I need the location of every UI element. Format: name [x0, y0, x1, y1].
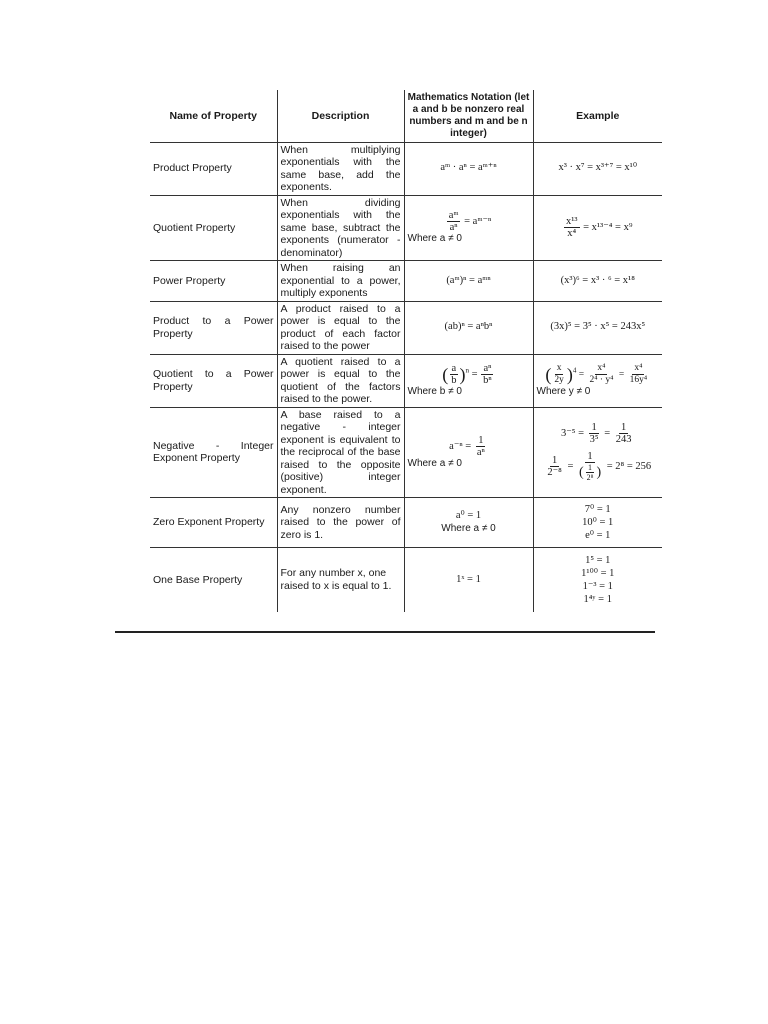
- example-line: 3⁻⁵ = $\frac{1}{\text{3⁵}}$ = $\frac{1}{243}$: [561, 422, 632, 446]
- property-notation: [404, 498, 533, 548]
- denominator: 16y⁴: [629, 374, 648, 385]
- numerator: x⁴: [597, 362, 606, 373]
- property-example: [533, 407, 662, 498]
- paren-open: (: [578, 465, 584, 481]
- denominator: 243: [615, 434, 632, 446]
- denominator: 2⁸: [586, 473, 594, 483]
- notation-condition: Where a ≠ 0: [407, 457, 462, 469]
- table-row: [150, 498, 662, 548]
- table-row: [150, 261, 662, 302]
- property-example: x³ · x⁷ = x³⁺⁷ = x¹⁰: [533, 142, 662, 195]
- exponent-properties-table-container: [150, 90, 662, 605]
- horizontal-divider: [115, 631, 655, 633]
- notation-condition: Where b ≠ 0: [407, 385, 462, 397]
- numerator: x⁴: [634, 362, 643, 373]
- example-line: 1⁻³ = 1: [582, 580, 613, 592]
- table-row: [150, 142, 662, 195]
- example-line: 7⁰ = 1: [584, 504, 611, 515]
- notation-condition: Where a ≠ 0: [407, 233, 462, 244]
- table-row: [150, 548, 662, 612]
- property-name: Negative - Integer Exponent Property: [150, 407, 277, 498]
- notation-condition: Where a ≠ 0: [441, 522, 496, 534]
- denominator: 2y: [554, 374, 564, 385]
- notation-formula: a⁰ = 1: [455, 510, 482, 521]
- numerator: 1: [551, 455, 558, 467]
- inner-fraction: [585, 463, 596, 482]
- fraction: [588, 422, 601, 445]
- fraction: [628, 363, 650, 386]
- property-example: [533, 498, 662, 548]
- denominator: 3⁵: [589, 434, 599, 446]
- example-line: 10⁰ = 1: [582, 517, 614, 528]
- denominator: b: [451, 374, 457, 386]
- paren-close: ): [566, 364, 573, 384]
- fraction: [481, 363, 494, 386]
- property-notation: aᵐ · aⁿ = aᵐ⁺ⁿ: [404, 142, 533, 195]
- property-notation: 1ˣ = 1: [404, 548, 533, 612]
- example-line: e⁰ = 1: [585, 530, 611, 541]
- property-name: Quotient to a Power Property: [150, 354, 277, 407]
- denominator: 2⁻⁸: [547, 467, 562, 479]
- property-description: When multiplying exponentials with the same base, add the exponents.: [277, 142, 404, 195]
- fraction: [447, 210, 461, 233]
- notation-lhs: a⁻ⁿ =: [449, 440, 472, 452]
- property-notation: (ab)ⁿ = aⁿbⁿ: [404, 301, 533, 354]
- property-notation: [404, 195, 533, 261]
- property-description: For any number x, one raised to x is equal to 1.: [277, 548, 404, 612]
- header-example: Example: [533, 90, 662, 142]
- property-example: [533, 548, 662, 612]
- property-name: Product Property: [150, 142, 277, 195]
- denominator: bⁿ: [483, 374, 492, 386]
- denominator: 2⁴ · y⁴: [589, 374, 614, 385]
- property-example: (x³)⁶ = x³ · ⁶ = x¹⁸: [533, 261, 662, 302]
- property-name: Power Property: [150, 261, 277, 302]
- exponent-properties-table: [150, 90, 662, 612]
- example-line: $\frac{1}{\text{2⁻⁸}}$ = 1 ( $\frac{1}{\text{2⁸}}$ ) = 2⁸ = 256: [547, 451, 652, 483]
- example-lhs: 3⁻⁵ =: [561, 428, 585, 440]
- exponent: n: [465, 366, 469, 375]
- header-notation: Mathematics Notation (let a and b be nonzero real numbers and m and be n integer): [404, 90, 533, 142]
- property-description: A base raised to a negative - integer exponent is equivalent to the reciprocal of the base raised to the opposite (positive) integer exponent.: [277, 407, 404, 498]
- paren-open: (: [545, 364, 552, 384]
- property-name: One Base Property: [150, 548, 277, 612]
- property-name: Quotient Property: [150, 195, 277, 261]
- property-notation: ( $\frac{a}{b}$ )$^n$ = $\frac{\text{aⁿ}}{\text{bⁿ}}$ Where b ≠ 0: [404, 354, 533, 407]
- property-example: (3x)⁵ = 3⁵ · x⁵ = 243x⁵: [533, 301, 662, 354]
- example-line: 1⁵ = 1: [585, 554, 611, 566]
- example-line: 1⁴ʸ = 1: [583, 593, 612, 605]
- numerator: 1: [478, 434, 484, 446]
- example-condition: Where y ≠ 0: [536, 385, 591, 397]
- numerator: a: [451, 362, 457, 374]
- table-row: [150, 301, 662, 354]
- header-row: [150, 90, 662, 142]
- numerator: aᵐ: [448, 210, 459, 221]
- notation-rhs: = aᵐ⁻ⁿ: [464, 215, 492, 227]
- property-name: Zero Exponent Property: [150, 498, 277, 548]
- example-line: 1¹⁰⁰ = 1: [581, 567, 615, 579]
- numerator: 1: [620, 422, 627, 434]
- denominator: aⁿ: [449, 222, 458, 233]
- example-rhs: = 2⁸ = 256: [606, 461, 652, 473]
- fraction: [552, 363, 566, 386]
- property-description: A product raised to a power is equal to the product of each factor raised to the power: [277, 301, 404, 354]
- property-example: [533, 195, 662, 261]
- property-description: When raising an exponential to a power, multiply exponents: [277, 261, 404, 302]
- paren-close: ): [459, 364, 466, 384]
- fraction: [587, 363, 615, 386]
- paren-open: (: [442, 364, 449, 384]
- table-row: [150, 195, 662, 261]
- fraction: [564, 216, 580, 239]
- fraction: [545, 455, 563, 478]
- example-rhs: = x¹³⁻⁴ = x⁹: [583, 222, 633, 234]
- exponent: 4: [572, 366, 577, 375]
- property-notation: (aᵐ)ⁿ = aᵐⁿ: [404, 261, 533, 302]
- numerator: 1: [588, 463, 593, 473]
- numerator: 1: [587, 451, 593, 463]
- numerator: x: [556, 362, 562, 373]
- numerator: 1: [591, 422, 597, 434]
- numerator: x¹³: [565, 216, 578, 228]
- property-name: Product to a Power Property: [150, 301, 277, 354]
- denominator: aⁿ: [476, 446, 485, 458]
- header-name: Name of Property: [150, 90, 277, 142]
- denominator: [577, 463, 603, 482]
- table-row: [150, 354, 662, 407]
- header-description: Description: [277, 90, 404, 142]
- property-example: ( $\frac{x}{2y}$ )$^4$ = $\frac{\text{x⁴}}{\text{2⁴ · y⁴}}$ = $\frac{\text{x⁴}}{\text{16y⁴}}$ Where y ≠ 0: [533, 354, 662, 407]
- property-description: When dividing exponentials with the same base, subtract the exponents (numerator - denominator): [277, 195, 404, 261]
- table-row: [150, 407, 662, 498]
- fraction: [577, 451, 603, 482]
- fraction: [614, 422, 634, 445]
- paren-close: ): [596, 465, 602, 481]
- property-description: Any nonzero number raised to the power of zero is 1.: [277, 498, 404, 548]
- fraction: [475, 435, 487, 458]
- fraction: [449, 363, 458, 386]
- property-description: A quotient raised to a power is equal to the quotient of the factors raised to the power.: [277, 354, 404, 407]
- numerator: aⁿ: [483, 362, 492, 374]
- property-notation: [404, 407, 533, 498]
- denominator: x⁴: [567, 228, 577, 240]
